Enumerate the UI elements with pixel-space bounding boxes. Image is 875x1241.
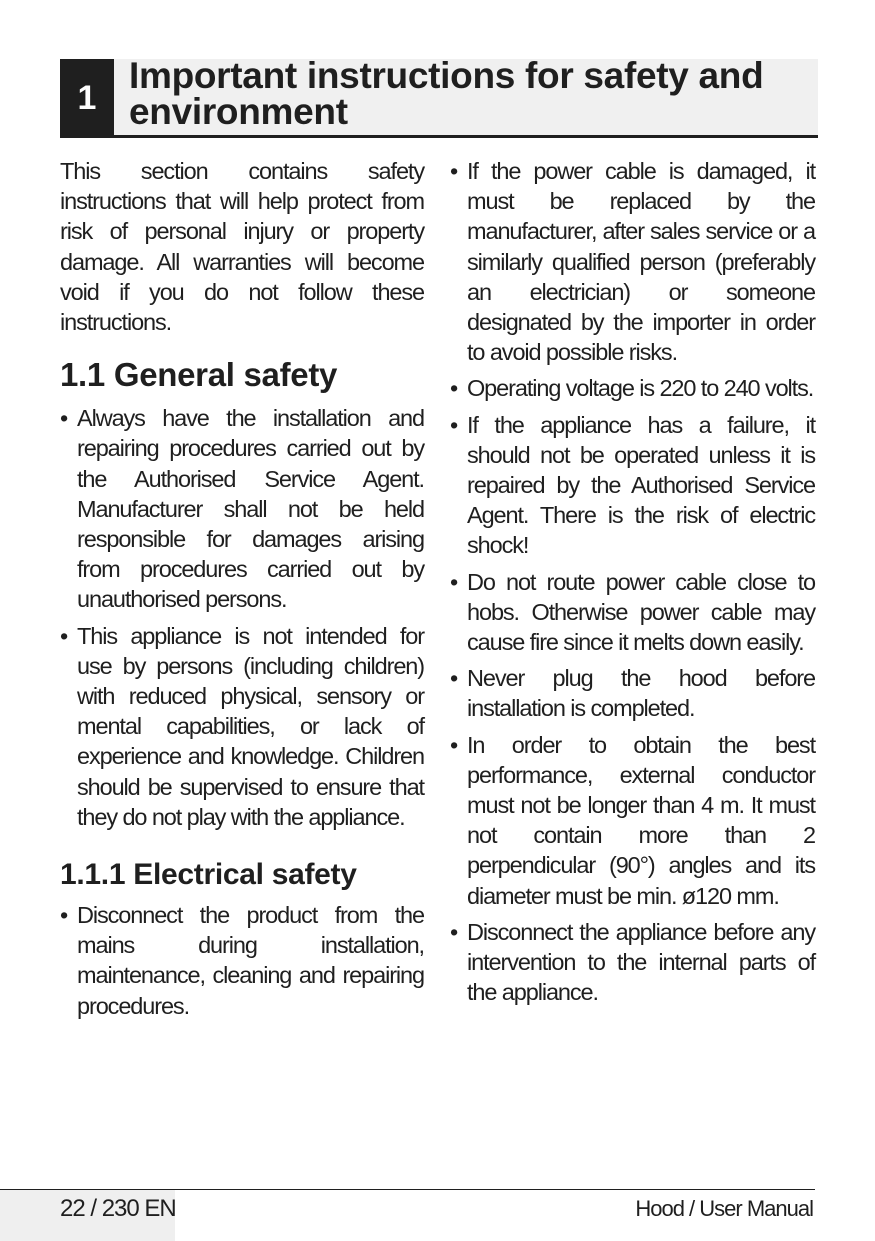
list-item [60,900,424,1021]
list-item-text: This appliance is not intended for use by persons (including children) with reduced physical, sensory or mental capabilities, or lack of experience and knowledge. Children should be supervised to ensure that they do not play with the appliance. [77,622,424,830]
document-title: Hood / User Manual [635,1196,813,1221]
list-item-text: Operating voltage is 220 to 240 volts. [467,375,814,402]
list-item [60,403,424,614]
bullet-icon: • [450,375,458,402]
list-item-text: If the appliance has a failure, it should not be operated unless it is repaired by the Authorised Service Agent. There is the risk of electric shock! [467,411,815,559]
electrical-safety-heading: 1.1.1 Electrical safety [60,858,357,892]
bullet-icon: • [60,622,68,649]
list-item [450,917,815,1008]
left-column [60,156,424,1027]
list-item [450,373,815,403]
bullet-icon: • [60,902,68,929]
list-item [450,730,815,911]
bullet-icon: • [450,665,458,692]
list-item-text: In order to obtain the best performance, external conductor must not be longer than 4 m. It must not contain more than 2 perpendicular (90°) angles and its diameter must be min. ø120 mm. [467,731,815,909]
header-underline [60,135,818,138]
electrical-safety-list-continued [450,156,815,1007]
list-item [450,567,815,658]
footer-divider [0,1189,815,1190]
bullet-icon: • [450,568,458,595]
list-item-text: Disconnect the appliance before any intervention to the internal parts of the appliance. [467,918,815,1006]
bullet-icon: • [450,411,458,438]
intro-paragraph: This section contains safety instructions that will help protect from risk of personal injury or property damage. All warranties will become void if you do not follow these instructions. [60,158,424,336]
bullet-icon: • [450,731,458,758]
list-item-text: Never plug the hood before installation is completed. [467,665,815,722]
page-number: 22 / 230 EN [60,1195,176,1222]
general-safety-heading: 1.1 General safety [60,356,338,394]
list-item [450,410,815,561]
bullet-icon: • [450,158,458,184]
list-item-text: If the power cable is damaged, it must be replaced by the manufacturer, after sales service or a similarly qualified person (preferably an electrician) or someone designated by the importer in order to avoid possible risks. [467,158,815,366]
list-item-text: Disconnect the product from the mains during installation, maintenance, cleaning and repairing procedures. [77,902,424,1019]
list-item [60,621,424,832]
right-column [450,156,815,1013]
list-item-text: Do not route power cable close to hobs. Otherwise power cable may cause fire since it melts down easily. [467,568,815,656]
electrical-safety-list [60,900,424,1021]
list-item [450,663,815,723]
list-item [450,156,815,367]
list-item-text: Always have the installation and repairing procedures carried out by the Authorised Service Agent. Manufacturer shall not be held responsible for damages arising from procedures carried out by unauthorised persons. [77,405,424,613]
general-safety-list [60,403,424,832]
bullet-icon: • [60,405,68,432]
section-title: Important instructions for safety and environment [129,55,764,132]
section-number: 1 [60,59,114,137]
bullet-icon: • [450,918,458,945]
